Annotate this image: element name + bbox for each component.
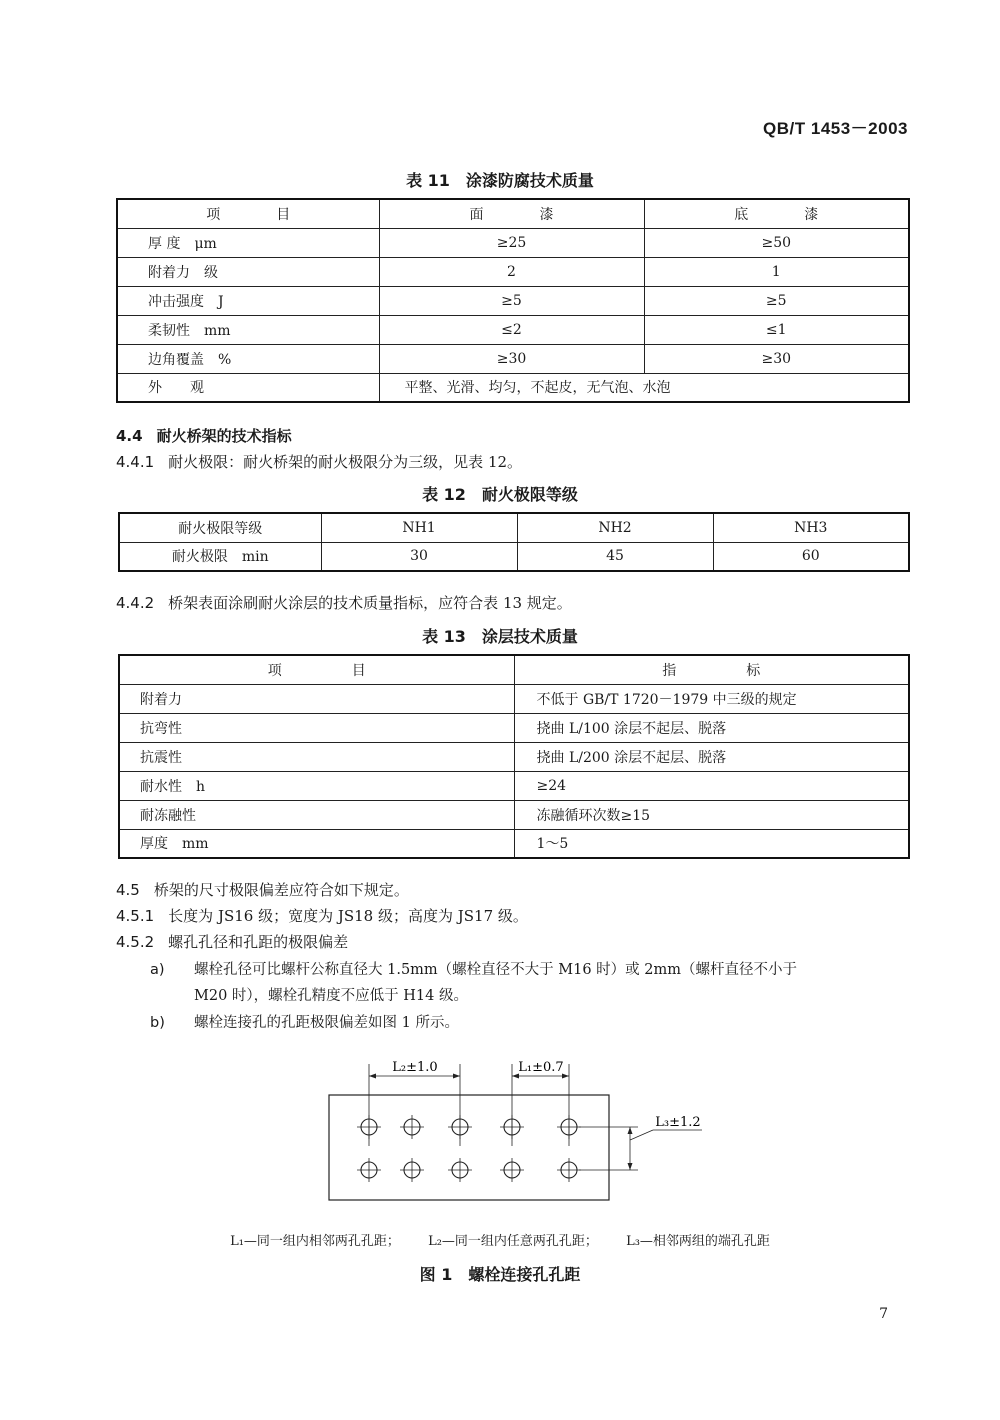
item-text: 螺栓孔径可比螺杆公称直径大 1.5mm（螺栓直径不大于 M16 时）或 2mm（螺杆直径不小于 bbox=[194, 962, 798, 978]
table-cell: 厚度 mm bbox=[119, 829, 514, 858]
table-row bbox=[117, 344, 909, 373]
table-cell: ≥30 bbox=[379, 344, 644, 373]
table-cell: 外 观 bbox=[117, 373, 379, 402]
table11-header-row bbox=[117, 199, 909, 228]
item-a bbox=[150, 958, 797, 979]
section-4-4 bbox=[116, 425, 292, 446]
table13 bbox=[118, 654, 910, 859]
item-b bbox=[150, 1011, 459, 1032]
dimension-l1-label: L₁±0.7 bbox=[518, 1060, 564, 1075]
section-4-4-2 bbox=[116, 592, 572, 613]
section-text: 桥架的尺寸极限偏差应符合如下规定。 bbox=[153, 881, 409, 899]
table-row bbox=[119, 684, 909, 713]
table11-header-cell: 面 漆 bbox=[379, 199, 644, 228]
table-cell: 冲击强度 J bbox=[117, 286, 379, 315]
table11-header-cell: 底 漆 bbox=[644, 199, 909, 228]
section-text: 桥架表面涂刷耐火涂层的技术质量指标，应符合表 13 规定。 bbox=[168, 594, 572, 612]
table-cell: 耐水性 h bbox=[119, 771, 514, 800]
table-cell: 不低于 GB/T 1720－1979 中三级的规定 bbox=[514, 684, 909, 713]
bolt-holes bbox=[357, 1115, 581, 1182]
table-cell: 耐火极限 min bbox=[119, 542, 321, 571]
section-4-5-2 bbox=[116, 931, 348, 952]
bolt-hole bbox=[357, 1158, 381, 1182]
table-cell: 60 bbox=[713, 542, 909, 571]
item-text: M20 时），螺栓孔精度不应低于 H14 级。 bbox=[194, 988, 468, 1004]
table-row bbox=[119, 771, 909, 800]
table-cell: ≤1 bbox=[644, 315, 909, 344]
dimension-l1 bbox=[512, 1060, 569, 1146]
table-cell: 附着力 bbox=[119, 684, 514, 713]
table-cell: 30 bbox=[321, 542, 517, 571]
dimension-l3 bbox=[579, 1115, 702, 1170]
dimension-l3-label: L₃±1.2 bbox=[655, 1115, 701, 1130]
dimension-l2-label: L₂±1.0 bbox=[392, 1060, 438, 1075]
table-row bbox=[117, 257, 909, 286]
section-4-4-1 bbox=[116, 451, 522, 472]
figure-caption: 图 1 螺栓连接孔孔距 bbox=[419, 1265, 581, 1284]
table-cell: 耐火极限等级 bbox=[119, 513, 321, 542]
dimension-l2 bbox=[369, 1060, 460, 1146]
table-cell: 45 bbox=[517, 542, 713, 571]
table-cell: 抗弯性 bbox=[119, 713, 514, 742]
section-text: 耐火极限：耐火桥架的耐火极限分为三级，见表 12。 bbox=[168, 453, 523, 471]
item-marker: b) bbox=[150, 1015, 165, 1031]
table-cell: 挠曲 L/200 涂层不起层、脱落 bbox=[514, 742, 909, 771]
section-text: 长度为 JS16 级；宽度为 JS18 级；高度为 JS17 级。 bbox=[168, 907, 528, 925]
table-row bbox=[119, 829, 909, 858]
table11 bbox=[116, 198, 910, 403]
table-cell: 厚 度 μm bbox=[117, 228, 379, 257]
table-row bbox=[117, 373, 909, 402]
table12 bbox=[118, 512, 910, 572]
table12-caption: 表 12 耐火极限等级 bbox=[422, 485, 578, 504]
table-cell: NH3 bbox=[713, 513, 909, 542]
legend-l2: L₂—同一组内任意两孔孔距； bbox=[428, 1234, 598, 1249]
section-number: 4.4 bbox=[116, 427, 143, 445]
table-cell: ≥25 bbox=[379, 228, 644, 257]
table-cell: ≥24 bbox=[514, 771, 909, 800]
table-row bbox=[117, 228, 909, 257]
bolt-hole bbox=[500, 1158, 524, 1182]
standard-number: QB/T 1453－2003 bbox=[763, 119, 908, 138]
section-number: 4.4.2 bbox=[116, 594, 155, 612]
table-cell: ≥30 bbox=[644, 344, 909, 373]
section-number: 4.5.2 bbox=[116, 933, 155, 951]
table-cell: NH1 bbox=[321, 513, 517, 542]
section-number: 4.4.1 bbox=[116, 453, 155, 471]
table13-caption: 表 13 涂层技术质量 bbox=[422, 627, 578, 646]
section-number: 4.5 bbox=[116, 881, 140, 899]
section-text: 螺孔孔径和孔距的极限偏差 bbox=[168, 933, 349, 951]
table-row bbox=[117, 315, 909, 344]
table-cell: 柔韧性 mm bbox=[117, 315, 379, 344]
table11-caption: 表 11 涂漆防腐技术质量 bbox=[406, 171, 594, 190]
table-cell: 边角覆盖 % bbox=[117, 344, 379, 373]
table-cell: NH2 bbox=[517, 513, 713, 542]
table-cell: 附着力 级 bbox=[117, 257, 379, 286]
item-a-continued bbox=[194, 984, 468, 1005]
table-row bbox=[117, 286, 909, 315]
table-cell: 2 bbox=[379, 257, 644, 286]
table-cell: 平整、光滑、均匀，不起皮，无气泡、水泡 bbox=[379, 373, 909, 402]
bolt-hole bbox=[400, 1158, 424, 1182]
table11-header-cell: 项 目 bbox=[117, 199, 379, 228]
plate-outline bbox=[329, 1095, 609, 1200]
table-cell: ≥5 bbox=[379, 286, 644, 315]
page-number: 7 bbox=[879, 1306, 888, 1322]
legend-l3: L₃—相邻两组的端孔孔距 bbox=[626, 1234, 770, 1249]
table-row bbox=[119, 513, 909, 542]
table13-header-cell: 项 目 bbox=[119, 655, 514, 684]
table-cell: ≥5 bbox=[644, 286, 909, 315]
table-row bbox=[119, 713, 909, 742]
table-cell: 抗震性 bbox=[119, 742, 514, 771]
table-row bbox=[119, 742, 909, 771]
legend-l1: L₁—同一组内相邻两孔孔距； bbox=[230, 1234, 400, 1249]
section-4-5-1 bbox=[116, 905, 528, 926]
section-number: 4.5.1 bbox=[116, 907, 155, 925]
table-cell: 耐冻融性 bbox=[119, 800, 514, 829]
bolt-hole bbox=[400, 1115, 424, 1139]
table-cell: ≤2 bbox=[379, 315, 644, 344]
table-cell: 冻融循环次数≥15 bbox=[514, 800, 909, 829]
figure-legend bbox=[0, 1230, 1000, 1249]
table-row bbox=[119, 800, 909, 829]
bolt-hole bbox=[557, 1158, 581, 1182]
table-cell: 挠曲 L/100 涂层不起层、脱落 bbox=[514, 713, 909, 742]
table-cell: 1～5 bbox=[514, 829, 909, 858]
item-marker: a) bbox=[150, 962, 165, 978]
table13-header-cell: 指 标 bbox=[514, 655, 909, 684]
table-cell: ≥50 bbox=[644, 228, 909, 257]
table-cell: 1 bbox=[644, 257, 909, 286]
table-row bbox=[119, 542, 909, 571]
bolt-hole bbox=[448, 1158, 472, 1182]
section-4-5 bbox=[116, 879, 409, 900]
item-text: 螺栓连接孔的孔距极限偏差如图 1 所示。 bbox=[194, 1015, 459, 1031]
table13-header-row bbox=[119, 655, 909, 684]
section-title: 耐火桥架的技术指标 bbox=[156, 427, 292, 445]
figure-1-diagram bbox=[320, 1050, 720, 1210]
